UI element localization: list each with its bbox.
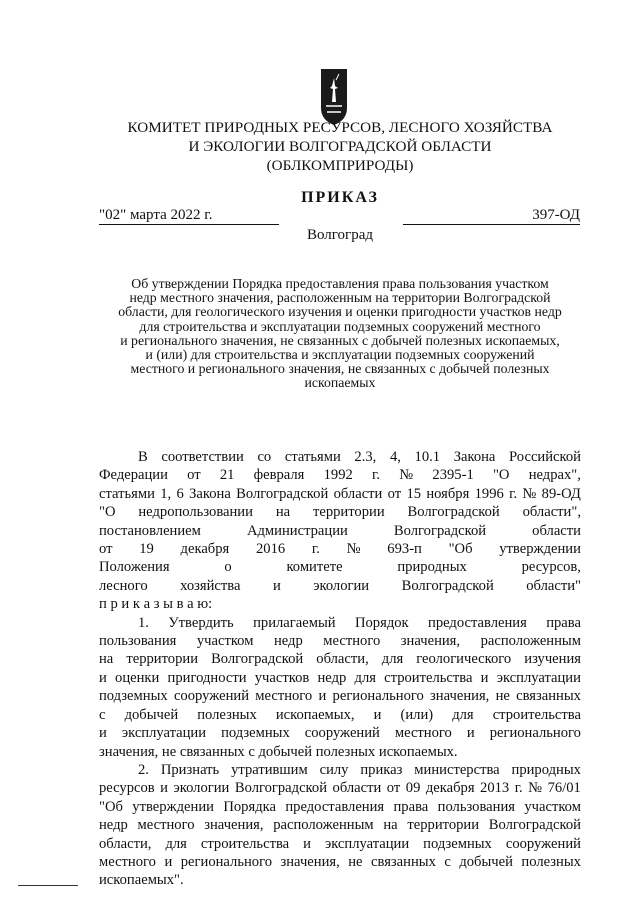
document-title [96, 277, 584, 391]
document-body [99, 448, 581, 890]
body-line: В соответствии со статьями 2.3, 4, 10.1 Закона Российской [138, 449, 581, 465]
document-type: ПРИКАЗ [301, 189, 379, 206]
title-line: ископаемых [304, 375, 376, 391]
org-line: (ОБЛКОМПРИРОДЫ) [266, 157, 414, 174]
body-line: ресурсов и экологии Волгоградской области от 09 декабря 2013 г. № 76/01 [99, 780, 581, 797]
org-line: И ЭКОЛОГИИ ВОЛГОГРАДСКОЙ ОБЛАСТИ [188, 138, 492, 155]
body-line: от 19 декабря 2016 г. № 693-п "Об утверждении [99, 541, 581, 558]
body-line: 2. Признать утратившим силу приказ министерства природных [138, 761, 581, 778]
organization-name [100, 118, 580, 175]
footer-divider [18, 885, 78, 886]
title-line: и (или) для строительства и эксплуатации подземных сооружений [145, 347, 535, 363]
title-line: Об утверждении Порядка предоставления права пользования участком [131, 276, 549, 291]
body-line: подземных сооружений местного и регионального значения, не связанных [99, 688, 581, 705]
title-line: и регионального значения, не связанных с добычей полезных ископаемых, [120, 332, 560, 348]
body-line: ископаемых". [99, 872, 184, 889]
body-line: Положения о комитете природных ресурсов, [99, 559, 581, 576]
body-line: 1. Утвердить прилагаемый Порядок предоставления права [138, 614, 581, 631]
body-line: Федерации от 21 февраля 1992 г. № 2395-1 "О недрах", [99, 467, 581, 484]
body-line: пользования участком недр местного значения, расположенным [99, 633, 581, 650]
document-date: "02" марта 2022 г. [99, 206, 279, 225]
document-city: Волгоград [306, 227, 373, 243]
body-line: недр местного значения, расположенным на территории Волгоградской [99, 817, 581, 834]
body-line: постановлением Администрации Волгоградской области [99, 522, 581, 539]
body-line: области, для строительства и эксплуатации подземных сооружений [99, 835, 581, 852]
body-line: местного и регионального значения, не связанных с добычей полезных [99, 853, 581, 870]
title-line: области, для геологического изучения и оценки пригодности участков недр [118, 304, 562, 320]
title-line: местного и регионального значения, не связанных с добычей полезных [130, 361, 550, 377]
org-line: КОМИТЕТ ПРИРОДНЫХ РЕСУРСОВ, ЛЕСНОГО ХОЗЯЙСТВА [127, 119, 553, 136]
body-line: и оценки пригодности участков недр для строительства и эксплуатации [99, 669, 581, 686]
title-line: недр местного значения, расположенным на территории Волгоградской [129, 290, 551, 306]
body-line: "О недропользовании на территории Волгоградской области", [99, 504, 581, 521]
body-line: значения, не связанных с добычей полезных ископаемых. [99, 743, 458, 760]
document-number: 397-ОД [403, 206, 580, 225]
body-line: "Об утверждении Порядка предоставления права пользования участком [99, 798, 581, 815]
body-line: статьями 1, 6 Закона Волгоградской области от 15 ноября 1996 г. № 89-ОД [99, 485, 581, 502]
body-line: на территории Волгоградской области, для геологического изучения [99, 651, 581, 668]
body-line: и эксплуатации подземных сооружений местного и регионального [99, 725, 581, 742]
body-line: п р и к а з ы в а ю: [99, 596, 213, 613]
body-line: лесного хозяйства и экологии Волгоградской области" [99, 577, 581, 594]
body-line: с добычей полезных ископаемых, и (или) для строительства [99, 706, 581, 723]
title-line: для строительства и эксплуатации подземных сооружений местного [139, 318, 541, 334]
